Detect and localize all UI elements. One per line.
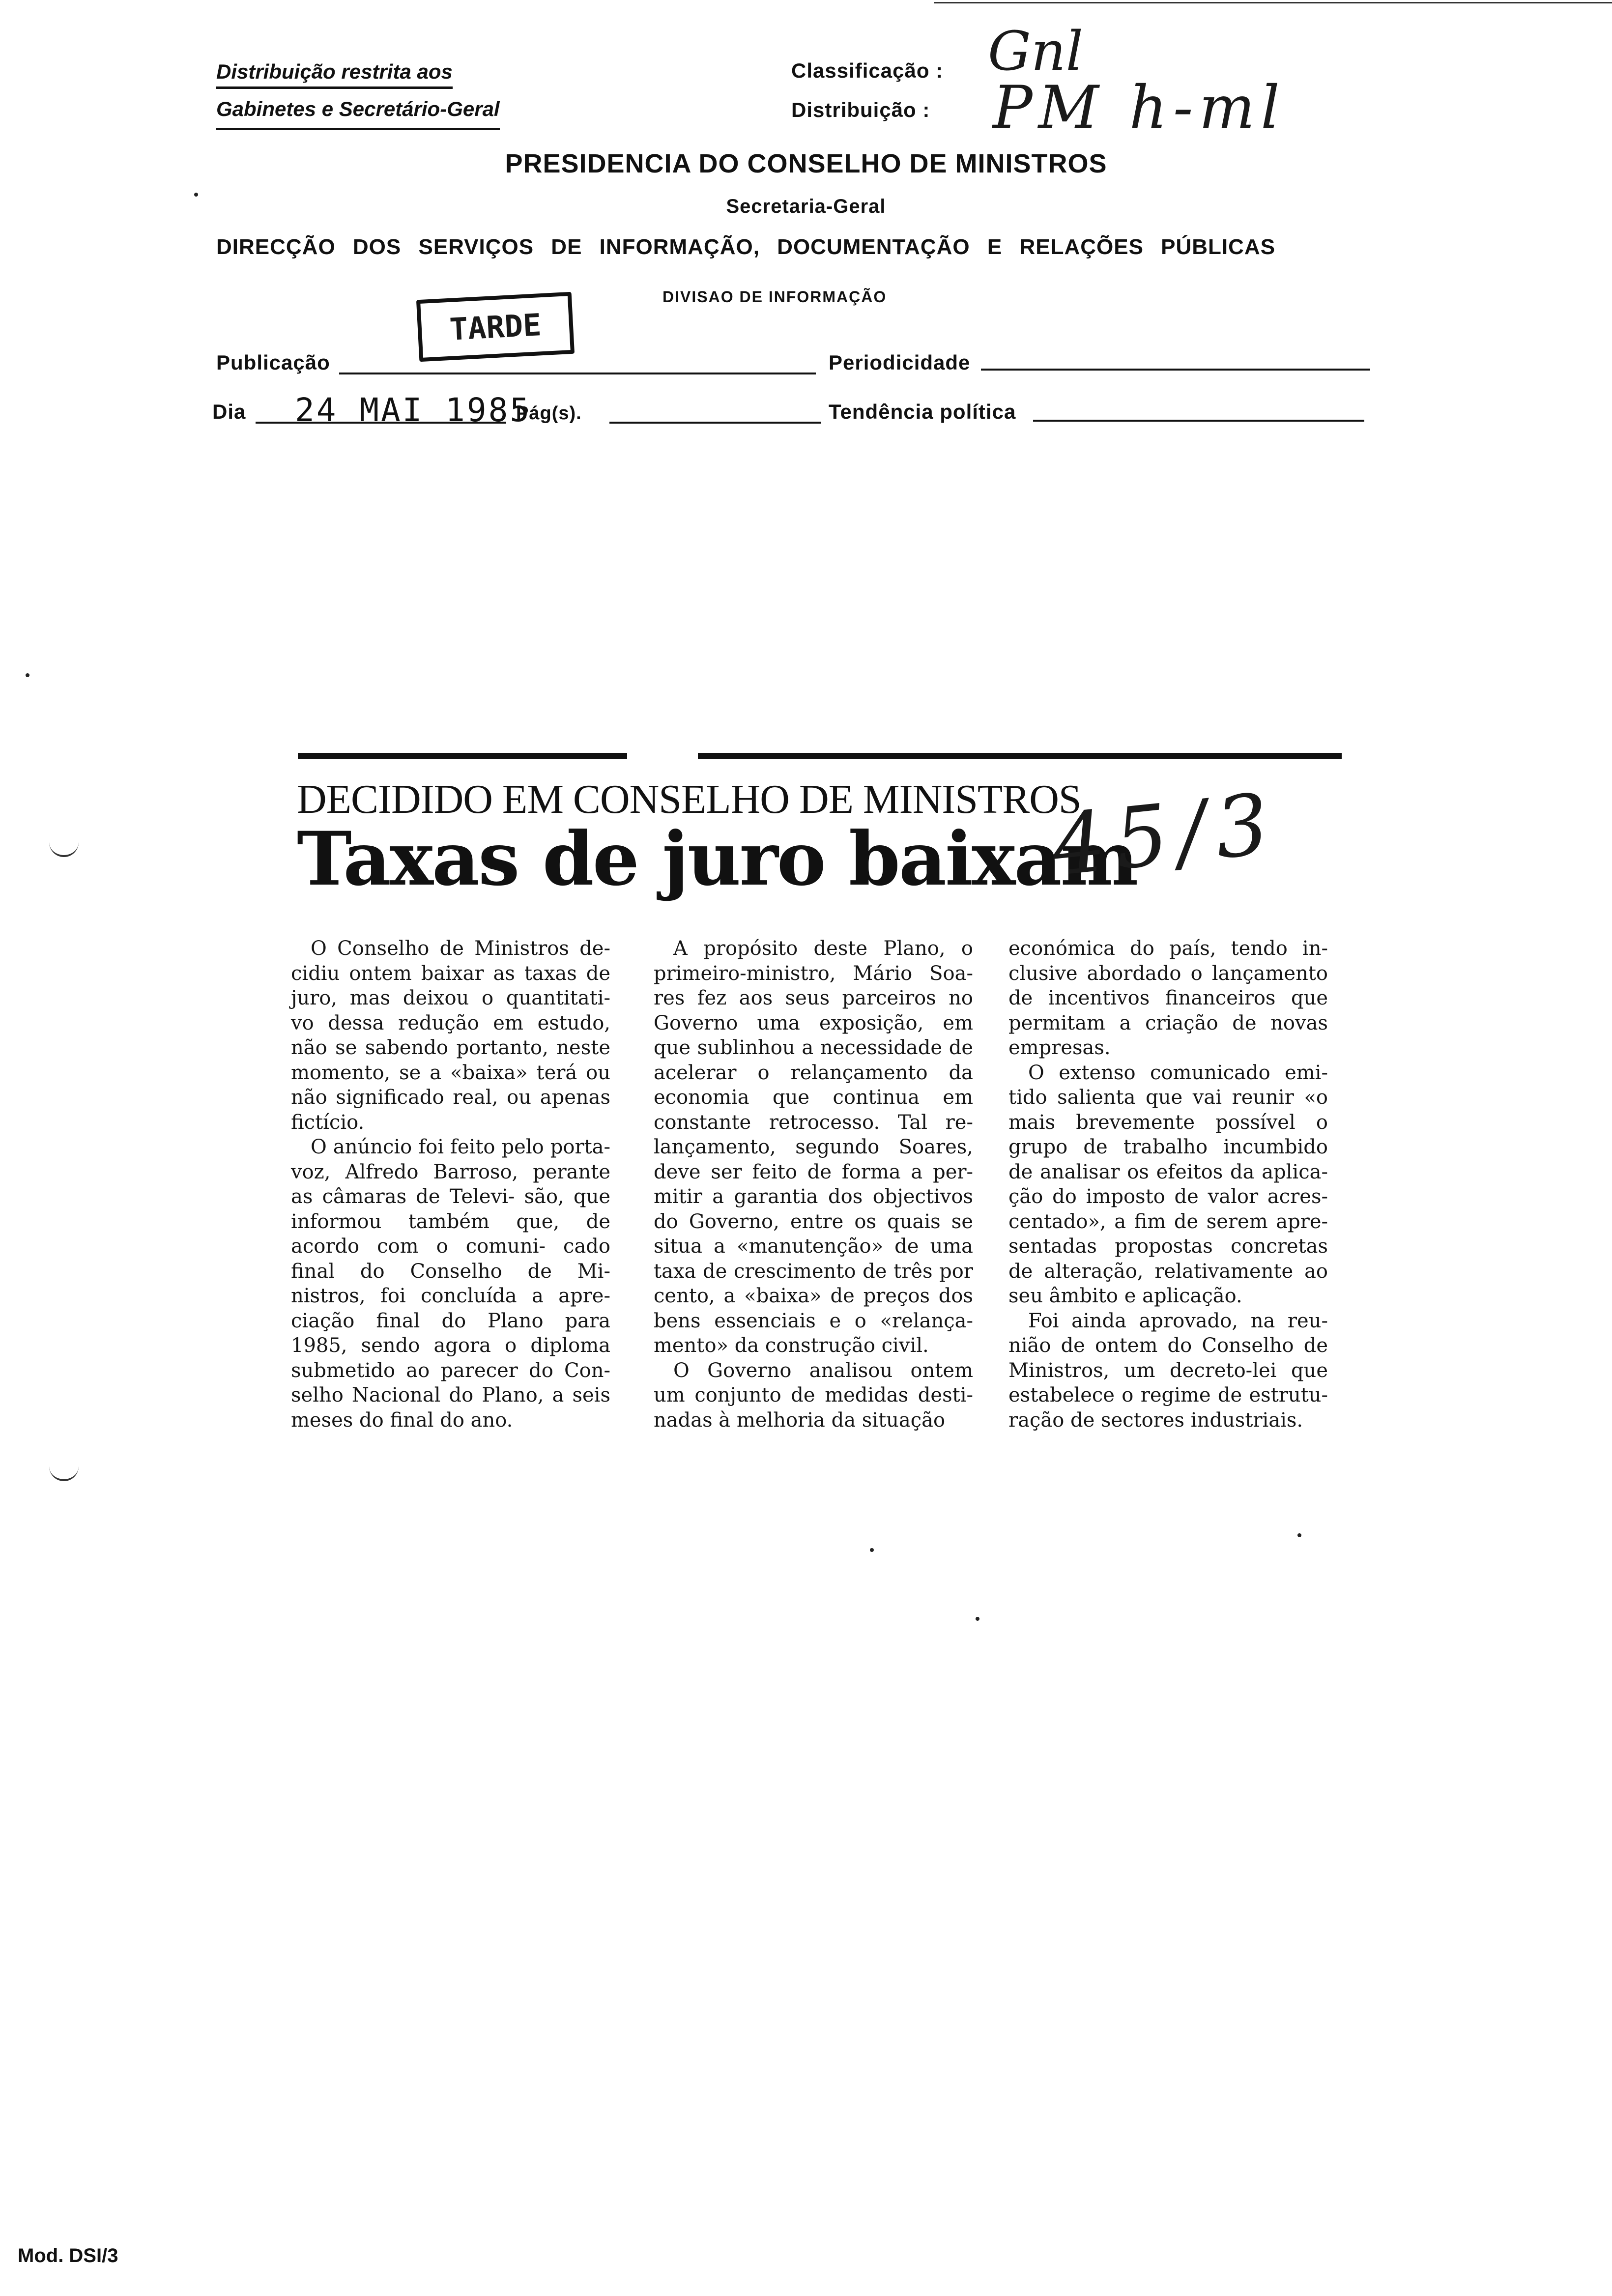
- distribution-line-1: Distribuição restrita aos: [216, 60, 453, 89]
- article-top-rule-left: [298, 753, 627, 759]
- publicacao-stamp: [416, 292, 575, 362]
- scan-speck: [870, 1548, 874, 1552]
- publicacao-stamp-text: TARDE: [448, 306, 543, 347]
- handwritten-reference: 45/3: [1047, 775, 1283, 895]
- pags-label: Pág(s).: [516, 403, 582, 424]
- divisao-informacao: DIVISAO DE INFORMAÇÃO: [662, 288, 887, 306]
- col1-paragraph: O Conselho de Ministros de- cidiu ontem baixar as taxas de juro, mas deixou o quantitati- vo dessa redução em estudo, não se sabendo portanto, neste momento, se a «baixa» terá ou não significado real, ou apenas fictício.: [291, 937, 610, 1134]
- tendencia-label: Tendência política: [829, 400, 1016, 423]
- scan-speck: [1297, 1533, 1301, 1537]
- col2-paragraph: O Governo analisou ontem um conjunto de medidas desti- nadas à melhoria da situação: [654, 1359, 973, 1432]
- col2-paragraph: A propósito deste Plano, o primeiro-ministro, Mário Soa- res fez aos seus parceiros no Governo uma exposição, em que sublinhou a necessidade de acelerar o relançamento da economia que continua em constante retrocesso. Tal re- lançamento, segundo Soares, deve ser feito de forma a per- mitir a garantia dos objectivos do Governo, entre os quais se situa a «manutenção» de uma taxa de crescimento de três por cento, a «baixa» de preços dos bens essenciais e o «relança- mento» da construção civil.: [654, 937, 973, 1357]
- distribuicao-label: Distribuição :: [791, 98, 930, 121]
- periodicidade-label: Periodicidade: [829, 351, 971, 374]
- article-headline: Taxas de juro baixam: [297, 816, 1137, 902]
- article-kicker: DECIDIDO EM CONSELHO DE MINISTROS: [297, 776, 1081, 822]
- secretaria-geral: Secretaria-Geral: [726, 196, 886, 217]
- article-top-rule-right: [698, 753, 1342, 759]
- presidencia-title: PRESIDENCIA DO CONSELHO DE MINISTROS: [505, 149, 1107, 178]
- pags-field-line: [609, 422, 821, 424]
- scan-speck: [194, 193, 198, 197]
- binder-mark: [49, 1460, 79, 1481]
- article-column-1: [291, 936, 610, 1433]
- direccao-servicos: DIRECÇÃO DOS SERVIÇOS DE INFORMAÇÃO, DOCUMENTAÇÃO E RELAÇÕES PÚBLICAS: [216, 235, 1276, 259]
- article-column-3: [1008, 936, 1328, 1433]
- col1-paragraph: O anúncio foi feito pelo porta-voz, Alfredo Barroso, perante as câmaras de Televi- são, que informou também que, de acordo com o comuni- cado final do Conselho de Mi- nistros, foi concluída a apre- ciação final do Plano para 1985, sendo agora o diploma submetido ao parecer do Con- selho Nacional do Plano, a seis meses do final do ano.: [291, 1136, 610, 1432]
- scan-speck: [976, 1617, 979, 1621]
- scan-speck: [26, 673, 29, 677]
- scan-top-edge: [934, 2, 1612, 3]
- binder-mark: [49, 835, 79, 857]
- tendencia-field-line: [1033, 420, 1364, 422]
- article-column-2: [654, 936, 973, 1433]
- publicacao-field-line: [339, 373, 816, 374]
- col3-paragraph: Foi ainda aprovado, na reu- nião de ontem do Conselho de Ministros, um decreto-lei que estabelece o regime de estrutu- ração de sectores industriais.: [1008, 1309, 1328, 1432]
- distribuicao-handwritten: PM h-ml: [993, 74, 1286, 142]
- publicacao-label: Publicação: [216, 351, 330, 374]
- distribution-line-2: Gabinetes e Secretário-Geral: [216, 97, 500, 130]
- dia-value: 24 MAI 1985: [295, 391, 532, 429]
- col3-paragraph: económica do país, tendo in- clusive abordado o lançamento de incentivos financeiros que permitam a criação de novas empresas.: [1008, 937, 1328, 1059]
- col3-paragraph: O extenso comunicado emi- tido salienta que vai reunir «o mais brevemente possível o grupo de trabalho incumbido de analisar os efeitos da aplica- ção do imposto de valor acres- centado», a fim de serem apre- sentadas propostas concretas de alteração, relativamente ao seu âmbito e aplicação.: [1008, 1061, 1328, 1307]
- classificacao-label: Classificação :: [791, 59, 944, 82]
- form-model-code: Mod. DSI/3: [18, 2245, 118, 2267]
- classificacao-handwritten: Gnl: [988, 20, 1083, 83]
- periodicidade-field-line: [981, 369, 1370, 371]
- dia-label: Dia: [212, 400, 246, 423]
